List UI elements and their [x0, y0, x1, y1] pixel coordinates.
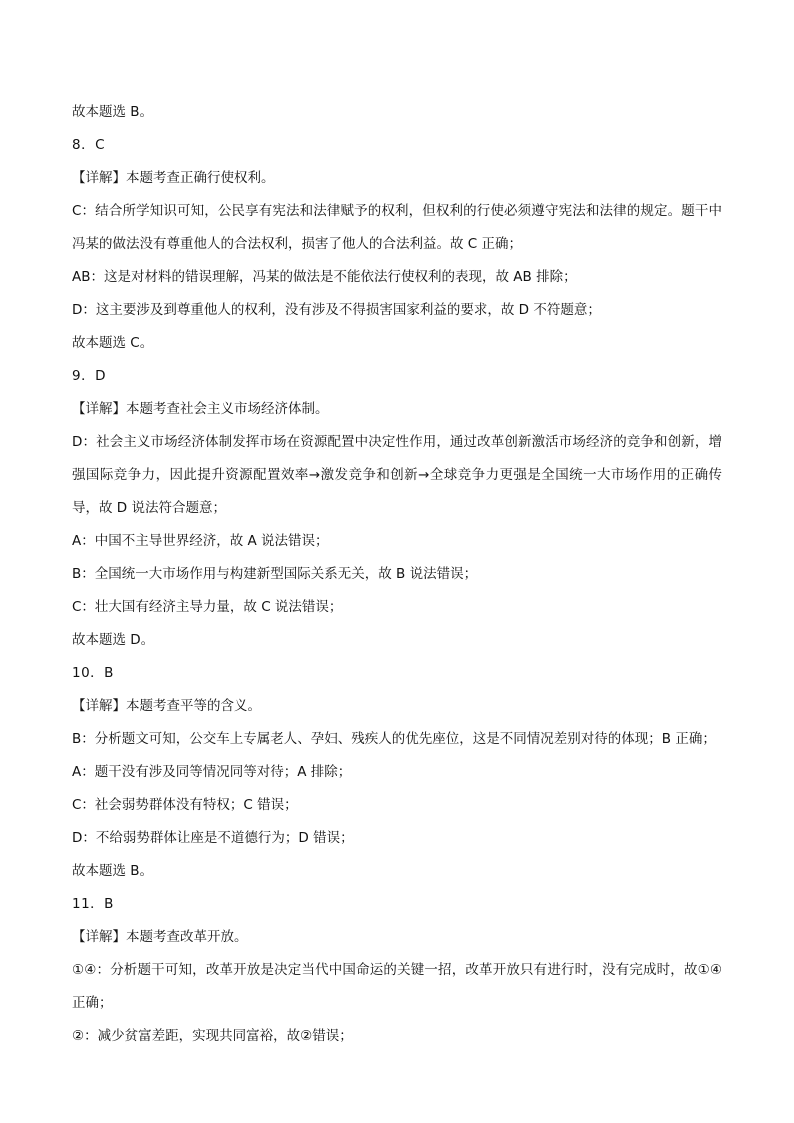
question-9-option-d: D：社会主义市场经济体制发挥市场在资源配置中决定性作用，通过改革创新激活市场经济的竞争和创新，增强国际竞争力，因此提升资源配置效率→激发竞争和创新→全球竞争力更强是全国统一大市场作用的正确传导，故 D 说法符合题意；	[72, 434, 722, 516]
question-8-option-ab: AB：这是对材料的错误理解，冯某的做法是不能依法行使权利的表现，故 AB 排除；	[72, 269, 577, 285]
question-10-option-c: C：社会弱势群体没有特权；C 错误；	[72, 797, 298, 813]
question-10-option-b: B：分析题文可知，公交车上专属老人、孕妇、残疾人的优先座位，这是不同情况差别对待的体现；B 正确；	[72, 731, 716, 747]
question-9-answer: 9．D	[72, 368, 106, 384]
conclusion-q10: 故本题选 B。	[72, 863, 154, 879]
question-10-option-d: D：不给弱势群体让座是不道德行为；D 错误；	[72, 830, 354, 846]
conclusion-q9: 故本题选 D。	[72, 632, 155, 648]
question-10-option-a: A：题干没有涉及同等情况同等对待；A 排除；	[72, 764, 352, 780]
question-9-option-a: A：中国不主导世界经济，故 A 说法错误；	[72, 533, 329, 549]
question-8-option-c: C：结合所学知识可知，公民享有宪法和法律赋予的权利，但权利的行使必须遵守宪法和法律的规定。题干中冯某的做法没有尊重他人的合法权利，损害了他人的合法利益。故 C 正确；	[72, 203, 722, 252]
question-11-detail: 【详解】本题考查改革开放。	[72, 929, 248, 945]
question-8-option-d: D：这主要涉及到尊重他人的权利，没有涉及不得损害国家利益的要求，故 D 不符题意；	[72, 302, 601, 318]
conclusion-q7: 故本题选 B。	[72, 104, 154, 120]
conclusion-q8: 故本题选 C。	[72, 335, 154, 351]
question-9-option-c: C：壮大国有经济主导力量，故 C 说法错误；	[72, 599, 343, 615]
question-9-option-b: B：全国统一大市场作用与构建新型国际关系无关，故 B 说法错误；	[72, 566, 478, 582]
question-10-answer: 10．B	[72, 665, 114, 681]
answer-explanation-page	[72, 96, 722, 1053]
question-8-answer: 8．C	[72, 137, 106, 153]
question-11-answer: 11．B	[72, 896, 114, 912]
question-11-option-14: ①④：分析题干可知，改革开放是决定当代中国命运的关键一招，改革开放只有进行时，没有完成时，故①④正确；	[72, 962, 722, 1011]
question-11-option-2: ②：减少贫富差距，实现共同富裕，故②错误；	[72, 1028, 353, 1044]
question-9-detail: 【详解】本题考查社会主义市场经济体制。	[72, 401, 329, 417]
question-8-detail: 【详解】本题考查正确行使权利。	[72, 170, 275, 186]
question-10-detail: 【详解】本题考查平等的含义。	[72, 698, 261, 714]
